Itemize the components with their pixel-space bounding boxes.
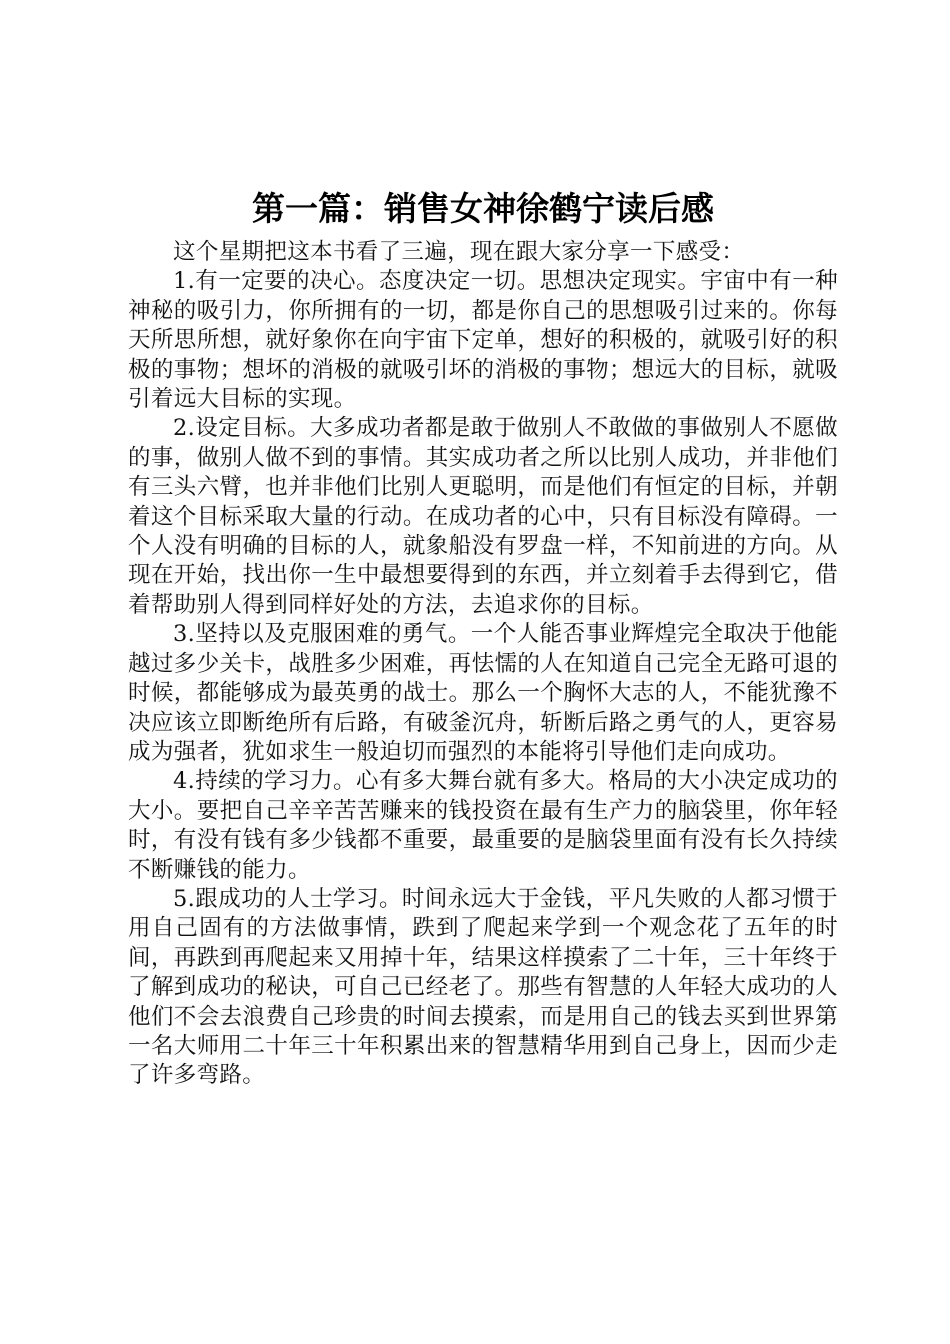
document-page [128,186,838,1091]
paragraph-point-5: 5.跟成功的人士学习。时间永远大于金钱，平凡失败的人都习惯于用自己固有的方法做事情，跌到了爬起来学到一个观念花了五年的时间，再跌到再爬起来又用掉十年，结果这样摸索了二十年，三十年终于了解到成功的秘诀，可自己已经老了。那些有智慧的人年轻大成功的人他们不会去浪费自己珍贵的时间去摸索，而是用自己的钱去买到世界第一名大师用二十年三十年积累出来的智慧精华用到自己身上，因而少走了许多弯路。 [128,885,838,1089]
paragraph-point-1: 1.有一定要的决心。态度决定一切。思想决定现实。宇宙中有一种神秘的吸引力，你所拥有的一切，都是你自己的思想吸引过来的。你每天所思所想，就好象你在向宇宙下定单，想好的积极的，就吸引好的积极的事物；想坏的消极的就吸引坏的消极的事物；想远大的目标，就吸引着远大目标的实现。 [128,268,838,413]
intro-paragraph: 这个星期把这本书看了三遍，现在跟大家分享一下感受： [173,239,745,265]
document-title: 第一篇：销售女神徐鹤宁读后感 [252,189,714,228]
paragraph-point-3: 3.坚持以及克服困难的勇气。一个人能否事业辉煌完全取决于他能越过多少关卡，战胜多少困难，再怯懦的人在知道自己完全无路可退的时候，都能够成为最英勇的战士。那么一个胸怀大志的人，不能犹豫不决应该立即断绝所有后路，有破釜沉舟，斩断后路之勇气的人，更容易成为强者，犹如求生一般迫切而强烈的本能将引导他们走向成功。 [128,621,838,765]
paragraph-point-2: 2.设定目标。大多成功者都是敢于做别人不敢做的事做别人不愿做的事，做别人做不到的事情。其实成功者之所以比别人成功，并非他们有三头六臂，也并非他们比别人更聪明，而是他们有恒定的目标，并朝着这个目标采取大量的行动。在成功者的心中，只有目标没有障碍。一个人没有明确的目标的人，就象船没有罗盘一样，不知前进的方向。从现在开始，找出你一生中最想要得到的东西，并立刻着手去得到它，借着帮助别人得到同样好处的方法，去追求你的目标。 [128,415,838,618]
paragraph-point-4: 4.持续的学习力。心有多大舞台就有多大。格局的大小决定成功的大小。要把自己辛辛苦苦赚来的钱投资在最有生产力的脑袋里，你年轻时，有没有钱有多少钱都不重要，最重要的是脑袋里面有没有长久持续不断赚钱的能力。 [128,768,838,883]
